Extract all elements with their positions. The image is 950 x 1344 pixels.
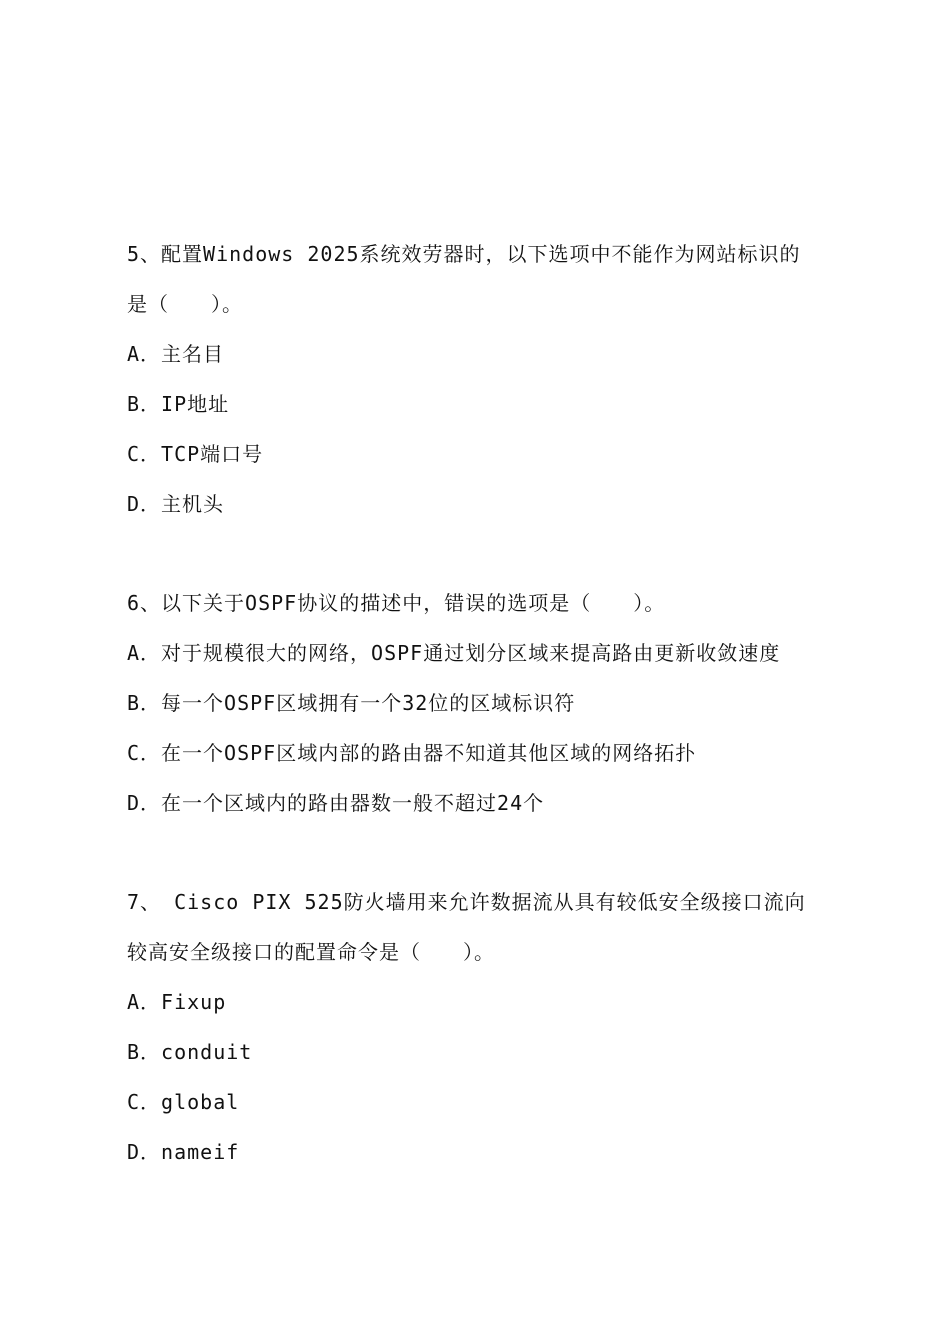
question-7-option-b: B．conduit xyxy=(127,1040,253,1064)
question-6-option-b: B．每一个OSPF区域拥有一个32位的区域标识符 xyxy=(127,691,576,715)
question-7-option-a: A．Fixup xyxy=(127,990,227,1014)
question-7-stem-line-1: 7、 Cisco PIX 525防火墙用来允许数据流从具有较低安全级接口流向 xyxy=(127,890,806,914)
question-5-stem-line-1: 5、配置Windows 2025系统效劳器时，以下选项中不能作为网站标识的 xyxy=(127,242,801,266)
question-7-option-d: D．nameif xyxy=(127,1140,240,1164)
question-6-option-d: D．在一个区域内的路由器数一般不超过24个 xyxy=(127,791,545,815)
question-6-option-a: A．对于规模很大的网络，OSPF通过划分区域来提高路由更新收敛速度 xyxy=(127,641,781,665)
question-5-option-d: D．主机头 xyxy=(127,492,225,516)
question-6-stem: 6、以下关于OSPF协议的描述中，错误的选项是（ ）。 xyxy=(127,591,666,615)
question-7-stem-line-2: 较高安全级接口的配置命令是（ ）。 xyxy=(127,940,495,964)
question-6-option-c: C．在一个OSPF区域内部的路由器不知道其他区域的网络拓扑 xyxy=(127,741,697,765)
question-5-option-b: B．IP地址 xyxy=(127,392,230,416)
question-5-stem-line-2: 是（ ）。 xyxy=(127,292,243,316)
question-5-option-a: A．主名目 xyxy=(127,342,225,366)
question-5-option-c: C．TCP端口号 xyxy=(127,442,264,466)
question-7-option-c: C．global xyxy=(127,1090,240,1114)
